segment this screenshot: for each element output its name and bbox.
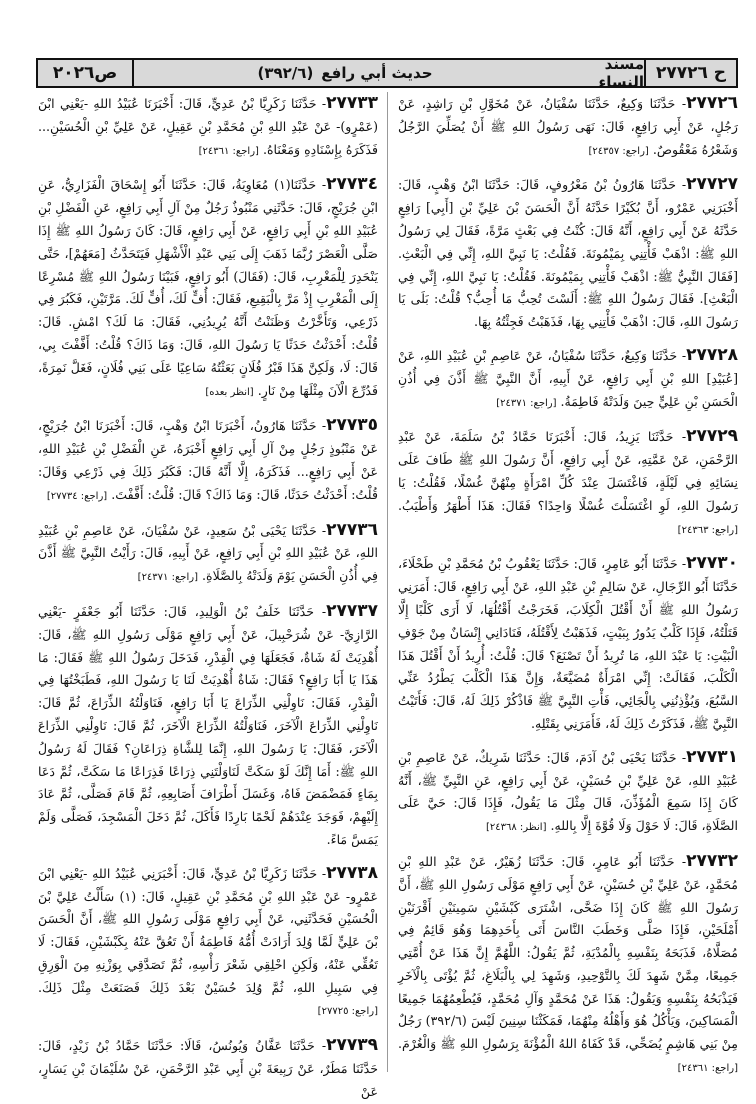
hadith-number: ٢٧٧٣٩ [326, 1035, 378, 1056]
hadith-number: ٢٧٧٣١ [686, 746, 738, 767]
header-section-title [134, 60, 556, 86]
hadith-text: - حَدَّثَنَا عَفَّانُ وَيُونُسُ، قَالَا: حَدَّثَنَا حَمَّادُ بْنُ زَيْدٍ، قَالَ: حَدَّثَنَا مَطَرٌ، عَنْ رَبِيعَةَ بْنِ أَبِي عَبْدِ الرَّحْمَنِ، عَنْ سُلَيْمَانَ بْنِ يَسَارٍ، عَنْ [38, 1038, 378, 1099]
header-volume-ref: (٣٩٢/٦) [257, 64, 314, 82]
hadith-entry [38, 862, 378, 1025]
column-divider [387, 92, 388, 1072]
hadith-text: - حَدَّثَنَا هَارُونُ بْنُ مَعْرُوفٍ، قَالَ: حَدَّثَنَا ابْنُ وَهْبٍ، قَالَ: أَخْبَرَنِي عَمْرٌو، أَنَّ بُكَيْرًا حَدَّثَهُ أَنَّ الْحَسَنَ بْنَ عَلِيِّ بْنِ [أَبِي] رَافِعٍ حَدَّثَهُ عَنْ أَبِي رَافِعٍ، أَنَّهُ قَالَ: كُنْتُ فِي بَعْثٍ مَرَّةً، فَقَالَ لِي رَسُولُ اللهِ ﷺ: اذْهَبْ فَأْتِنِي بِمَيْمُونَةَ. فَقُلْتُ: يَا نَبِيَّ اللهِ، إِنِّي فِي الْبَعْثِ. [فَقَالَ النَّبِيُّ ﷺ: اذْهَبْ فَأْتِنِي بِمَيْمُونَةَ. فَقُلْتُ: يَا نَبِيَّ اللهِ، إِنِّي فِي الْبَعْثِ]. فَقَالَ رَسُولُ اللهِ ﷺ: أَلَسْتَ تُحِبُّ مَا أُحِبُّ؟ قُلْتُ: بَلَى يَا رَسُولَ اللهِ، قَالَ: اذْهَبْ فَأْتِنِي بِهَا، فَذَهَبْتُ فَجِئْتُهُ بِهَا. [398, 177, 738, 330]
hadith-text: - حَدَّثَنَا يَحْيَى بْنُ آدَمَ، قَالَ: حَدَّثَنَا شَرِيكٌ، عَنْ عَاصِمِ بْنِ عُبَيْدِ اللهِ، عَنْ عَلِيِّ بْنِ حُسَيْنٍ، عَنْ أَبِي رَافِعٍ، عَنِ النَّبِيِّ ﷺ، أَنَّهُ كَانَ إِذَا سَمِعَ الْمُؤَذِّنَ، قَالَ مِثْلَ مَا يَقُولُ، فَإِذَا قَالَ: حَيَّ عَلَى الصَّلَاةِ، قَالَ: لَا حَوْلَ وَلَا قُوَّةَ إِلَّا بِاللهِ. [398, 749, 738, 834]
hadith-entry [398, 344, 738, 415]
hadith-entry [38, 1034, 378, 1103]
hadith-text: - حَدَّثَنَا خَلَفُ بْنُ الْوَلِيدِ، قَالَ: حَدَّثَنَا أَبُو جَعْفَرٍ -يَعْنِي الرَّازِيَّ- عَنْ شُرَحْبِيلَ، عَنْ أَبِي رَافِعٍ مَوْلَى رَسُولِ اللهِ ﷺ، قَالَ: أُهْدِيَتْ لَهُ شَاةٌ، فَجَعَلَهَا فِي الْقِدْرِ، فَدَخَلَ رَسُولُ اللهِ ﷺ فَقَالَ: مَا هَذَا يَا أَبَا رَافِعٍ؟ فَقَالَ: شَاةٌ أُهْدِيَتْ لَنَا يَا رَسُولَ اللهِ، فَطَبَخْتُهَا فِي الْقِدْرِ، فَقَالَ: نَاوِلْنِي الذِّرَاعَ يَا أَبَا رَافِعٍ، فَنَاوَلْتُهُ الذِّرَاعَ، ثُمَّ قَالَ: نَاوِلْنِي الذِّرَاعَ الْآخَرَ، فَنَاوَلْتُهُ الذِّرَاعَ الْآخَرَ، ثُمَّ قَالَ: نَاوِلْنِي الذِّرَاعَ الْآخَرَ، فَقَالَ: يَا رَسُولَ اللهِ، إِنَّمَا لِلشَّاةِ ذِرَاعَانِ؟ فَقَالَ لَهُ رَسُولُ اللهِ ﷺ: أَمَا إِنَّكَ لَوْ سَكَتَّ لَنَاوَلْتَنِي ذِرَاعًا فَذِرَاعًا مَا سَكَتَّ، ثُمَّ دَعَا بِمَاءٍ فَمَضْمَضَ فَاهُ، وَغَسَلَ أَطْرَافَ أَصَابِعِهِ، ثُمَّ قَامَ فَصَلَّى، ثُمَّ عَادَ إِلَيْهِمْ، فَوَجَدَ عِنْدَهُمْ لَحْمًا بَارِدًا فَأَكَلَ، ثُمَّ دَخَلَ الْمَسْجِدَ، فَصَلَّى وَلَمْ يَمَسَّ مَاءً. [38, 603, 378, 847]
hadith-text: - حَدَّثَنَا وَكِيعٌ، حَدَّثَنَا سُفْيَانُ، عَنْ مُخَوَّلِ بْنِ رَاشِدٍ، عَنْ رَجُلٍ، عَنْ أَبِي رَافِعٍ، قَالَ: نَهَى رَسُولُ اللهِ ﷺ أَنْ يُصَلِّيَ الرَّجُلُ وَشَعْرُهُ مَعْقُوصٌ. [398, 96, 738, 157]
hadith-entry [398, 173, 738, 334]
hadith-entry [398, 746, 738, 840]
hadith-number: ٢٧٧٣٦ [326, 519, 378, 540]
page-header [36, 55, 738, 91]
cross-reference: [راجع: ٢٤٣٥٧] [588, 145, 649, 157]
hadith-entry [38, 414, 378, 508]
hadith-number: ٢٧٧٣٧ [326, 600, 378, 621]
cross-reference: [راجع: ٢٧٧٢٥] [317, 1006, 378, 1018]
header-hadith-title: حديث أبي رافع [321, 64, 433, 82]
hadith-text: - حَدَّثَنَا يَحْيَى بْنُ سَعِيدٍ، عَنْ سُفْيَانَ، عَنْ عَاصِمِ بْنِ عُبَيْدِ اللهِ، عَنْ عُبَيْدِ اللهِ بْنِ أَبِي رَافِعٍ، عَنْ أَبِيهِ، قَالَ: رَأَيْتُ النَّبِيَّ ﷺ أَذَّنَ فِي أُذُنِ الْحَسَنِ يَوْمَ وَلَدَتْهُ بِالصَّلَاةِ. [38, 522, 378, 584]
hadith-number: ٢٧٧٣٤ [326, 174, 378, 195]
cross-reference: [راجع: ٢٤٣٧١] [496, 397, 557, 409]
hadith-entry [38, 600, 378, 852]
hadith-entry [398, 425, 738, 542]
hadith-entry [398, 850, 738, 1081]
hadith-text: - حَدَّثَنَا هَارُونُ، أَخْبَرَنَا ابْنُ وَهْبٍ، قَالَ: أَخْبَرَنَا ابْنُ جُرَيْجٍ، عَنْ مَنْبُوذٍ رَجُلٍ مِنْ آلِ أَبِي رَافِعٍ أَخْبَرَهُ، عَنِ الْفَضْلِ بْنِ عُبَيْدِ اللهِ، عَنْ أَبِي رَافِعٍ... فَذَكَرَهُ، إِلَّا أَنَّهُ قَالَ: فَكَبُرَ ذَلِكَ فِي ذَرْعِي وَقَالَ: قُلْتُ: أَحْدَثْتُ حَدَثًا، قَالَ: وَمَا ذَاكَ؟ قَالَ: قُلْتُ: أَفَّفْتَ. [38, 418, 378, 502]
hadith-number: ٢٧٧٢٩ [686, 426, 738, 447]
hadith-number: ٢٧٧٢٨ [686, 344, 738, 365]
hadith-entry [398, 552, 738, 735]
hadith-text: - حَدَّثَنَا(١) مُعَاوِيَةُ، قَالَ: حَدَّثَنَا أَبُو إِسْحَاقَ الْفَزَارِيُّ، عَنِ ابْنِ جُرَيْجٍ، قَالَ: حَدَّثَنِي مَنْبُوذٌ رَجُلٌ مِنْ آلِ أَبِي رَافِعٍ، عَنِ الْفَضْلِ بْنِ عُبَيْدِ اللهِ بْنِ أَبِي رَافِعٍ، عَنْ أَبِي رَافِعٍ، قَالَ: كَانَ رَسُولُ اللهِ ﷺ إِذَا صَلَّى الْعَصْرَ رُبَّمَا ذَهَبَ إِلَى بَنِي عَبْدِ الْأَشْهَلِ فَيَتَحَدَّثُ [مَعَهُمْ]، حَتَّى يَنْحَدِرَ لِلْمَغْرِبِ، قَالَ: (فَقَالَ) أَبُو رَافِعٍ، فَبَيْنَا رَسُولُ اللهِ ﷺ مُسْرِعًا إِلَى الْمَغْرِبِ إِذْ مَرَّ بِالْبَقِيعِ، فَقَالَ: أُفٍّ لَكَ، أُفٍّ لَكَ. مَرَّتَيْنِ، فَكَبُرَ فِي ذَرْعِي، وَتَأَخَّرْتُ وَظَنَنْتُ أَنَّهُ يُرِيدُنِي، فَقَالَ: مَا لَكَ؟ امْشِ. قَالَ: قُلْتُ: أَحْدَثْتُ حَدَثًا يَا رَسُولَ اللهِ، قَالَ: وَمَا ذَاكَ؟ قُلْتُ: أَفَّفْتَ بِي، قَالَ: لَا، وَلَكِنَّ هَذَا قَبْرُ فُلَانٍ بَعَثْتُهُ سَاعِيًا عَلَى بَنِي فُلَانٍ، فَغَلَّ نَمِرَةً، فَدُرِّعَ الْآنَ مِثْلَهَا مِنْ نَارٍ. [38, 177, 378, 398]
cross-reference: [راجع: ٢٤٣٦١] [198, 145, 259, 157]
cross-reference: [انظر: ٢٤٣٦٨] [485, 822, 547, 834]
hadith-text: - حَدَّثَنَا أَبُو عَامِرٍ، قَالَ: حَدَّثَنَا زُهَيْرٌ، عَنْ عَبْدِ اللهِ بْنِ مُحَمَّدٍ، عَنْ عَلِيِّ بْنِ حُسَيْنٍ، عَنْ أَبِي رَافِعٍ مَوْلَى رَسُولِ اللهِ ﷺ، أَنَّ رَسُولَ اللهِ ﷺ كَانَ إِذَا ضَحَّى، اشْتَرَى كَبْشَيْنِ سَمِينَيْنِ أَقْرَنَيْنِ أَمْلَحَيْنِ، فَإِذَا صَلَّى وَخَطَبَ النَّاسَ أَتَى بِأَحَدِهِمَا وَهُوَ قَائِمٌ فِي مُصَلَّاهُ، فَذَبَحَهُ بِنَفْسِهِ بِالْمُدْيَةِ، ثُمَّ يَقُولُ: اللَّهُمَّ إِنَّ هَذَا عَنْ أُمَّتِي جَمِيعًا، مِمَّنْ شَهِدَ لَكَ بِالتَّوْحِيدِ، وَشَهِدَ لِي بِالْبَلَاغِ، ثُمَّ يُؤْتَى بِالْآخَرِ فَيَذْبَحُهُ بِنَفْسِهِ وَيَقُولُ: هَذَا عَنْ مُحَمَّدٍ وَآلِ مُحَمَّدٍ، فَيُطْعِمُهُمَا جَمِيعًا الْمَسَاكِينَ، وَيَأْكُلُ هُوَ وَأَهْلُهُ مِنْهُمَا، فَمَكَثْنَا سِنِينَ لَيْسَ (٣٩٢/٦) رَجُلٌ مِنْ بَنِي هَاشِمٍ يُضَحِّي، قَدْ كَفَاهُ اللهُ الْمُؤْنَةَ بِرَسُولِ اللهِ ﷺ وَالْغُرْمَ. [398, 853, 738, 1052]
hadith-entry [38, 519, 378, 590]
right-column [398, 92, 738, 1076]
hadith-number: ٢٧٧٣٨ [326, 862, 378, 883]
cross-reference: [راجع: ٢٤٣٦١] [677, 1063, 738, 1075]
hadith-number: ٢٧٧٣٢ [686, 850, 738, 871]
header-musnad-title: مسند النساء [598, 55, 644, 91]
cross-reference: [راجع: ٢٤٣٦٣] [677, 524, 738, 536]
hadith-text: - حَدَّثَنَا يَزِيدُ، قَالَ: أَخْبَرَنَا حَمَّادُ بْنُ سَلَمَةَ، عَنْ عَبْدِ الرَّحْمَنِ، عَنْ عَمَّتِهِ، عَنْ أَبِي رَافِعٍ، أَنَّ رَسُولَ اللهِ ﷺ طَافَ عَلَى نِسَائِهِ فِي لَيْلَةٍ، فَاغْتَسَلَ عِنْدَ كُلِّ امْرَأَةٍ مِنْهُنَّ غُسْلًا، فَقُلْتُ: يَا رَسُولَ اللهِ، لَوِ اغْتَسَلْتَ غُسْلًا وَاحِدًا؟ فَقَالَ: هَذَا أَطْهَرُ وَأَطْيَبُ. [398, 429, 738, 513]
hadith-number: ٢٧٧٣٣ [326, 93, 378, 113]
hadith-text: - حَدَّثَنَا زَكَرِيَّا بْنُ عَدِيٍّ، قَالَ: أَخْبَرَنَا عُبَيْدُ اللهِ -يَعْنِي ابْنَ (عَمْرٍو)- عَنْ عَبْدِ اللهِ بْنِ مُحَمَّدِ بْنِ عَقِيلٍ، عَنْ عَلِيِّ بْنِ الْحُسَيْنِ... فَذَكَرَهُ بِإِسْنَادِهِ وَمَعْنَاهُ. [38, 96, 378, 157]
hadith-number: ٢٧٧٣٥ [326, 415, 378, 436]
left-column [38, 92, 378, 1099]
header-page-number: ص٢٠٢٦ [38, 60, 134, 86]
hadith-text: - حَدَّثَنَا زَكَرِيَّا بْنُ عَدِيٍّ، قَالَ: أَخْبَرَنِي عُبَيْدُ اللهِ -يَعْنِي ابْنَ عَمْرٍو- عَنْ عَبْدِ اللهِ بْنِ مُحَمَّدِ بْنِ عَقِيلٍ، قَالَ: (١) سَأَلْتُ عَلِيَّ بْنَ الْحُسَيْنِ فَحَدَّثَنِي، عَنْ أَبِي رَافِعٍ مَوْلَى رَسُولِ اللهِ ﷺ، أَنَّ الْحَسَنَ بْنَ عَلِيٍّ لَمَّا وُلِدَ أَرَادَتْ أُمُّهُ فَاطِمَةُ أَنْ تَعُقَّ عَنْهُ بِكَبْشَيْنِ، فَقَالَ: لَا تَعُقِّي عَنْهُ، وَلَكِنِ احْلِقِي شَعْرَ رَأْسِهِ، ثُمَّ تَصَدَّقِي بِوَزْنِهِ مِنَ الْوَرِقِ فِي سَبِيلِ اللهِ، ثُمَّ وُلِدَ حُسَيْنٌ بَعْدَ ذَلِكَ فَصَنَعَتْ مِثْلَ ذَلِكَ. [38, 865, 378, 995]
hadith-number: ٢٧٧٢٦ [686, 93, 738, 113]
hadith-text: - حَدَّثَنَا وَكِيعٌ، حَدَّثَنَا سُفْيَانُ، عَنْ عَاصِمِ بْنِ عُبَيْدِ اللهِ، عَنْ [عُبَيْدِ] اللهِ بْنِ أَبِي رَافِعٍ، عَنْ أَبِيهِ، أَنَّ النَّبِيَّ ﷺ أَذَّنَ فِي أُذُنِ الْحَسَنِ بْنِ عَلِيٍّ حِينَ وَلَدَتْهُ فَاطِمَةُ. [398, 347, 738, 409]
header-hadith-ref: ح ٢٧٧٢٦ [644, 60, 736, 86]
hadith-entry [398, 92, 738, 163]
cross-reference: [راجع: ٢٤٣٧١] [137, 572, 198, 584]
cross-reference: [انظر بعده] [205, 386, 254, 398]
hadith-entry [38, 173, 378, 404]
hadith-text: - حَدَّثَنَا أَبُو عَامِرٍ، قَالَ: حَدَّثَنَا يَعْقُوبُ بْنُ مُحَمَّدِ بْنِ طَحْلَاءَ، حَدَّثَنَا أَبُو الرِّجَالِ، عَنْ سَالِمِ بْنِ عَبْدِ اللهِ، عَنْ أَبِي رَافِعٍ، قَالَ: أَمَرَنِي رَسُولُ اللهِ ﷺ أَنْ أَقْتُلَ الْكِلَابَ، فَخَرَجْتُ أَقْتُلُهَا، لَا أَرَى كَلْبًا إِلَّا قَتَلْتُهُ، فَإِذَا كَلْبٌ يَدُورُ بِبَيْتٍ، فَذَهَبْتُ لِأَقْتُلَهُ، فَنَادَانِي إِنْسَانٌ مِنْ جَوْفِ الْبَيْتِ: يَا عَبْدَ اللهِ، مَا تُرِيدُ أَنْ تَصْنَعَ؟ قَالَ: قُلْتُ: أُرِيدُ أَنْ أَقْتُلَ هَذَا الْكَلْبَ، فَقَالَتْ: إِنِّي امْرَأَةٌ مُضَيَّعَةٌ، وَإِنَّ هَذَا الْكَلْبَ يَطْرُدُ عَنِّي السَّبُعَ، وَيُؤْذِنُنِي بِالْجَائِي، فَأْتِ النَّبِيَّ ﷺ فَاذْكُرْ ذَلِكَ لَهُ، قَالَ: فَأَتَيْتُ النَّبِيَّ ﷺ، فَذَكَرْتُ ذَلِكَ لَهُ، فَأَمَرَنِي بِقَتْلِهِ. [398, 556, 738, 731]
cross-reference: [راجع: ٢٧٧٣٤] [46, 490, 108, 502]
hadith-number: ٢٧٧٣٠ [686, 553, 738, 574]
hadith-entry [38, 92, 378, 163]
hadith-number: ٢٧٧٢٧ [686, 174, 738, 195]
